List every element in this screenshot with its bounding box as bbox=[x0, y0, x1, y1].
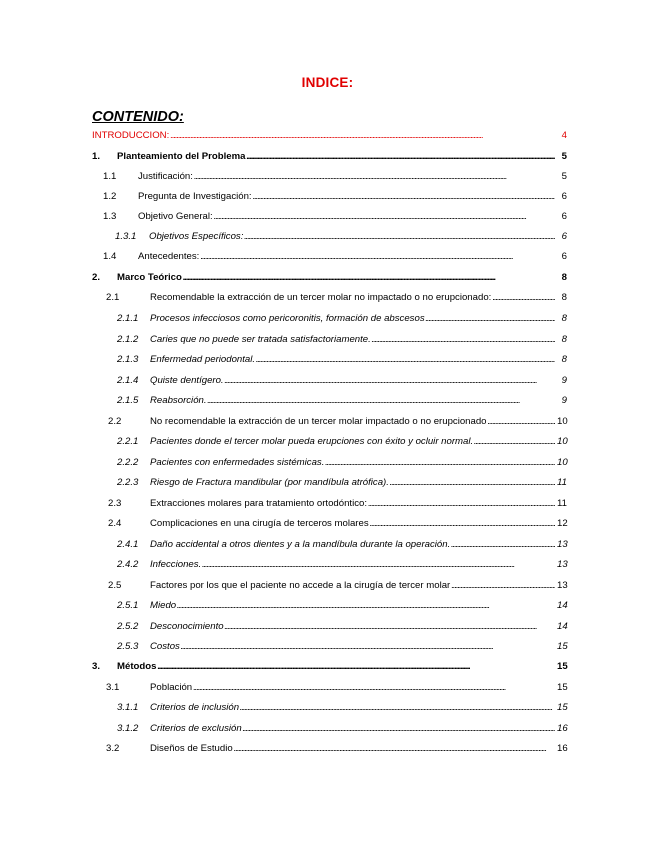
toc-entry[interactable] bbox=[0, 660, 655, 674]
toc-title: No recomendable la extracción de un tercer molar impactado o no erupcionado . . . bbox=[150, 415, 563, 429]
toc-number: 2.2.1 bbox=[117, 436, 139, 447]
toc-page: 6 bbox=[555, 230, 567, 244]
toc-entry[interactable] bbox=[0, 333, 655, 347]
toc-entry[interactable] bbox=[0, 435, 655, 449]
toc-page: 6 bbox=[555, 210, 567, 224]
toc-page: 16 bbox=[557, 723, 568, 734]
toc-title: Población . . . bbox=[150, 681, 563, 695]
toc-page: 14 bbox=[557, 621, 568, 632]
toc-page: 13 bbox=[557, 580, 568, 591]
toc-page: 10 bbox=[557, 457, 568, 468]
toc-page: 15 bbox=[557, 682, 568, 693]
toc-number: 3.1.2 bbox=[117, 723, 139, 734]
toc-number: 3.1 bbox=[106, 682, 120, 693]
toc-title: Objetivo General: . . . bbox=[138, 210, 563, 224]
toc-title: Costos . . . bbox=[150, 640, 563, 654]
toc-number: 2.1.1 bbox=[117, 313, 139, 324]
toc-number: 2.2.2 bbox=[117, 457, 139, 468]
toc-page: 15 bbox=[557, 661, 568, 672]
toc-title: Desconocimiento . . . bbox=[150, 620, 563, 634]
toc-page: 11 bbox=[555, 497, 567, 511]
toc-entry[interactable] bbox=[0, 291, 655, 305]
toc-page: 11 bbox=[555, 476, 567, 490]
toc-title: Quiste dentígero. . . . bbox=[150, 374, 563, 388]
toc-page: 10 bbox=[557, 416, 568, 427]
toc-entry[interactable] bbox=[0, 230, 655, 244]
toc-title: Criterios de inclusión . . . bbox=[150, 701, 563, 715]
toc-number: 2.1.5 bbox=[117, 395, 139, 406]
toc-title: Riesgo de Fractura mandibular (por mandíbula atrófica). . . . bbox=[150, 476, 563, 490]
toc-title: Marco Teórico . . . bbox=[117, 271, 563, 285]
toc-title: Daño accidental a otros dientes y a la mandíbula durante la operación. . . . bbox=[150, 538, 563, 552]
toc-number: 2. bbox=[92, 272, 101, 283]
toc-number: 1.4 bbox=[103, 251, 117, 262]
toc-page: 12 bbox=[557, 518, 568, 529]
toc-entry[interactable] bbox=[0, 271, 655, 285]
toc-number: 3. bbox=[92, 661, 101, 672]
toc-title: Planteamiento del Problema . . . bbox=[117, 150, 563, 164]
toc-entry[interactable] bbox=[0, 640, 655, 654]
toc-number: 2.5.1 bbox=[117, 600, 139, 611]
toc-number: 1.1 bbox=[103, 171, 117, 182]
toc-number: 2.4 bbox=[108, 518, 122, 529]
toc-title: Objetivos Específicos: . . . bbox=[149, 230, 563, 244]
toc-page: 4 bbox=[555, 129, 567, 143]
toc-page: 14 bbox=[557, 600, 568, 611]
toc-title: Pacientes con enfermedades sistémicas. . . . bbox=[150, 456, 563, 470]
toc-entry[interactable] bbox=[0, 476, 655, 490]
toc-entry[interactable] bbox=[0, 681, 655, 695]
toc-title: Criterios de exclusión . . . bbox=[150, 722, 563, 736]
page-title: INDICE: bbox=[301, 75, 354, 90]
toc-number: 2.2 bbox=[108, 416, 122, 427]
toc-page: 10 bbox=[557, 436, 568, 447]
toc-page: 15 bbox=[557, 641, 568, 652]
toc-page: 8 bbox=[555, 353, 567, 367]
toc-title: Complicaciones en una cirugía de terceros molares . . . bbox=[150, 517, 563, 531]
toc-entry[interactable] bbox=[0, 374, 655, 388]
toc-title: Antecedentes: . . . bbox=[138, 250, 563, 264]
toc-entry[interactable] bbox=[0, 620, 655, 634]
toc-page: 15 bbox=[557, 702, 568, 713]
toc-title: Factores por los que el paciente no accede a la cirugía de tercer molar . . . bbox=[150, 579, 563, 593]
toc-number: 3.1.1 bbox=[117, 702, 139, 713]
toc-entry[interactable] bbox=[0, 353, 655, 367]
toc-number: 2.1.3 bbox=[117, 354, 139, 365]
toc-page: 8 bbox=[555, 312, 567, 326]
toc-entry[interactable] bbox=[0, 170, 655, 184]
toc-number: 1.3.1 bbox=[115, 231, 137, 242]
toc-page: 9 bbox=[555, 374, 567, 388]
toc-title: Justificación: . . . bbox=[138, 170, 563, 184]
toc-title: Miedo . . . bbox=[150, 599, 563, 613]
toc-title: Extracciones molares para tratamiento ortodóntico: . . . bbox=[150, 497, 563, 511]
toc-number: 2.2.3 bbox=[117, 477, 139, 488]
toc-title: Reabsorción. . . . bbox=[150, 394, 563, 408]
toc-entry[interactable] bbox=[0, 250, 655, 264]
toc-entry[interactable] bbox=[0, 742, 655, 756]
toc-entry[interactable] bbox=[0, 394, 655, 408]
toc-number: 2.4.2 bbox=[117, 559, 139, 570]
toc-entry[interactable] bbox=[0, 312, 655, 326]
toc-number: 2.5.3 bbox=[117, 641, 139, 652]
toc-page: 16 bbox=[557, 743, 568, 754]
toc-entry[interactable] bbox=[0, 599, 655, 613]
toc-number: 2.3 bbox=[108, 498, 122, 509]
toc-title: Pregunta de Investigación: . . . bbox=[138, 190, 563, 204]
toc-entry[interactable] bbox=[0, 701, 655, 715]
toc-page: 13 bbox=[557, 539, 568, 550]
toc-entry[interactable] bbox=[0, 415, 655, 429]
toc-page: 6 bbox=[555, 250, 567, 264]
toc-number: 3.2 bbox=[106, 743, 120, 754]
toc-entry[interactable] bbox=[0, 210, 655, 224]
toc-number: 2.1.2 bbox=[117, 334, 139, 345]
toc-page: 9 bbox=[555, 394, 567, 408]
toc-title: Enfermedad periodontal. . . . bbox=[150, 353, 563, 367]
toc-page: 5 bbox=[555, 170, 567, 184]
toc-title: Infecciones. . . . bbox=[150, 558, 563, 572]
toc-entry[interactable] bbox=[0, 579, 655, 593]
toc-entry[interactable] bbox=[0, 190, 655, 204]
toc-title: Métodos . . . bbox=[117, 660, 563, 674]
toc-entry[interactable] bbox=[0, 722, 655, 736]
toc-title: Diseños de Estudio . . . bbox=[150, 742, 563, 756]
toc-title: INTRODUCCION: . . . bbox=[92, 129, 563, 143]
toc-page: 8 bbox=[555, 291, 567, 305]
toc-title: Recomendable la extracción de un tercer molar no impactado o no erupcionado: . . . bbox=[150, 291, 563, 305]
toc-entry[interactable] bbox=[0, 456, 655, 470]
toc-number: 2.1.4 bbox=[117, 375, 139, 386]
toc-number: 2.5.2 bbox=[117, 621, 139, 632]
toc-title: Pacientes donde el tercer molar pueda erupciones con éxito y ocluir normal. . . . bbox=[150, 435, 563, 449]
toc-page: 8 bbox=[555, 333, 567, 347]
toc-entry[interactable] bbox=[0, 150, 655, 164]
toc-entry[interactable] bbox=[0, 497, 655, 511]
toc-page: 8 bbox=[555, 271, 567, 285]
toc-number: 2.1 bbox=[106, 292, 120, 303]
toc-number: 2.4.1 bbox=[117, 539, 139, 550]
toc-entry[interactable] bbox=[0, 538, 655, 552]
toc-entry[interactable] bbox=[0, 558, 655, 572]
contents-heading: CONTENIDO: bbox=[92, 109, 184, 125]
toc-number: 1.2 bbox=[103, 191, 117, 202]
toc-page: 6 bbox=[555, 190, 567, 204]
toc-page: 13 bbox=[557, 559, 568, 570]
toc-title: Procesos infecciosos como pericoronitis, formación de abscesos . . . bbox=[150, 312, 563, 326]
toc-number: 2.5 bbox=[108, 580, 122, 591]
toc-number: 1. bbox=[92, 151, 101, 162]
toc-number: 1.3 bbox=[103, 211, 117, 222]
toc-page: 5 bbox=[555, 150, 567, 164]
toc-title: Caries que no puede ser tratada satisfactoriamente. . . . bbox=[150, 333, 563, 347]
toc-entry[interactable] bbox=[0, 517, 655, 531]
toc-entry[interactable] bbox=[0, 129, 655, 143]
